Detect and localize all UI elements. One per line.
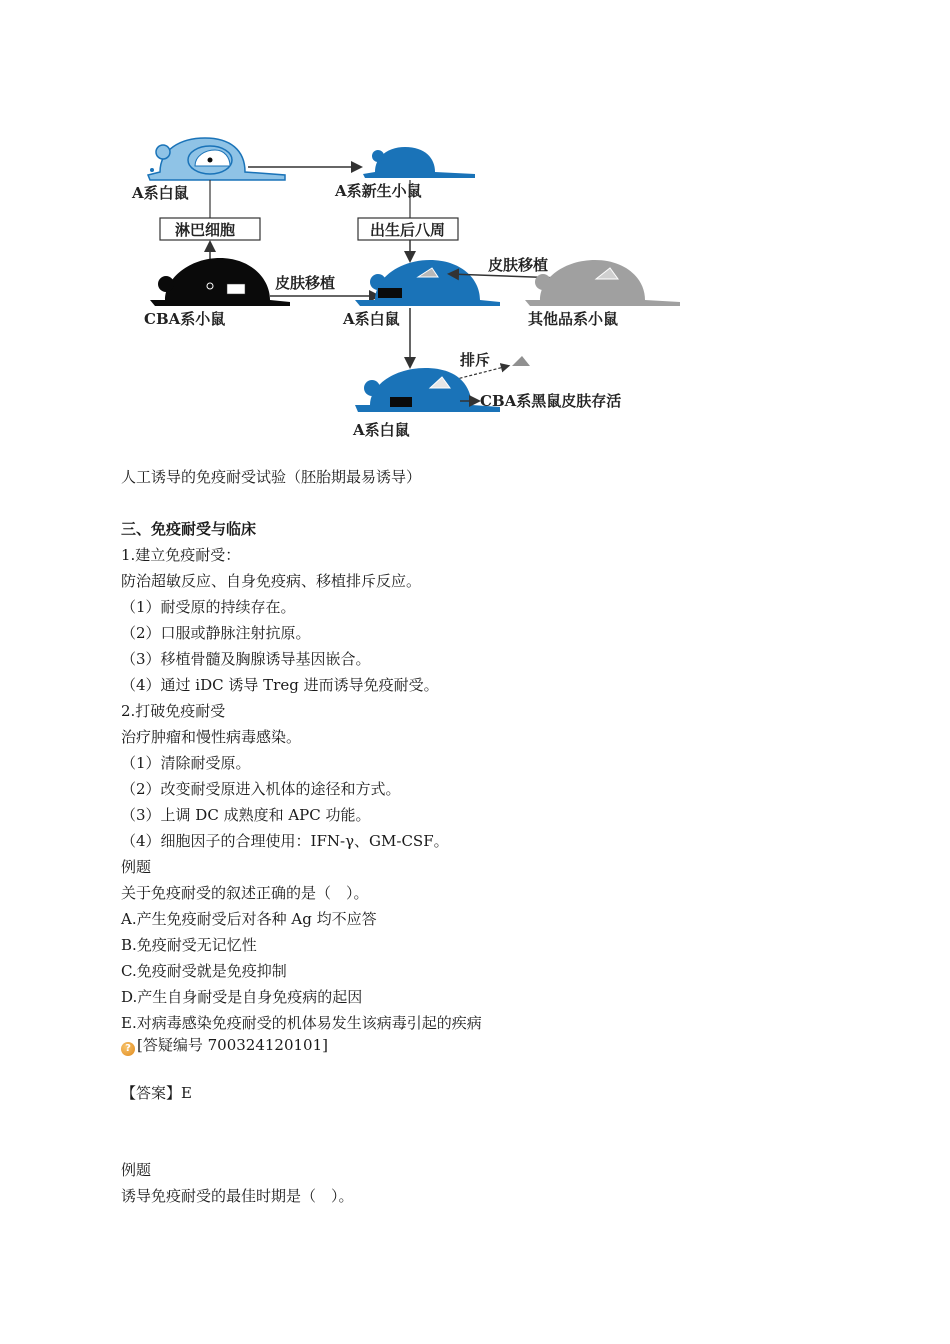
label-a-newborn: A系新生小鼠 bbox=[335, 182, 422, 200]
break-item: （3）上调 DC 成熟度和 APC 功能。 bbox=[121, 806, 371, 824]
label-reject: 排斥 bbox=[460, 351, 491, 369]
question-help-icon[interactable]: ? bbox=[121, 1042, 135, 1056]
rejected-skin bbox=[512, 356, 530, 366]
label-lymphocyte: 淋巴细胞 bbox=[175, 221, 236, 239]
establish-item: （3）移植骨髓及胸腺诱导基因嵌合。 bbox=[121, 650, 371, 668]
label-skin-graft-left: 皮肤移植 bbox=[275, 274, 336, 292]
immune-tolerance-diagram bbox=[120, 120, 700, 450]
option-c: C.免疫耐受就是免疫抑制 bbox=[121, 962, 287, 980]
label-a-mouse-top: A系白鼠 bbox=[132, 184, 189, 202]
break-purpose: 治疗肿瘤和慢性病毒感染。 bbox=[121, 728, 302, 746]
a-mouse-bottom bbox=[355, 368, 500, 412]
option-d: D.产生自身耐受是自身免疫病的起因 bbox=[121, 988, 363, 1006]
label-skin-graft-right: 皮肤移植 bbox=[488, 256, 549, 274]
qa-id-line[interactable] bbox=[121, 1035, 328, 1056]
example2-label: 例题 bbox=[121, 1161, 152, 1179]
break-item: （2）改变耐受原进入机体的途径和方式。 bbox=[121, 780, 401, 798]
break-item: （1）清除耐受原。 bbox=[121, 754, 251, 772]
example-question: 关于免疫耐受的叙述正确的是（ ）。 bbox=[121, 884, 369, 902]
a-newborn-mouse bbox=[363, 147, 475, 178]
establish-heading: 1.建立免疫耐受： bbox=[121, 546, 241, 564]
break-heading: 2.打破免疫耐受 bbox=[121, 702, 226, 720]
label-a-mouse-mid: A系白鼠 bbox=[343, 310, 400, 328]
establish-item: （4）通过 iDC 诱导 Treg 进而诱导免疫耐受。 bbox=[121, 676, 439, 694]
option-e: E.对病毒感染免疫耐受的机体易发生该病毒引起的疾病 bbox=[121, 1014, 482, 1032]
other-strain-mouse bbox=[525, 260, 680, 306]
option-b: B.免疫耐受无记忆性 bbox=[121, 936, 257, 954]
establish-item: （1）耐受原的持续存在。 bbox=[121, 598, 296, 616]
label-other-mouse: 其他品系小鼠 bbox=[528, 310, 619, 328]
qa-id: [答疑编号 700324120101] bbox=[137, 1036, 328, 1054]
option-a: A.产生免疫耐受后对各种 Ag 均不应答 bbox=[121, 910, 377, 928]
diagram-svg bbox=[120, 120, 700, 450]
break-item: （4）细胞因子的合理使用：IFN-γ、GM-CSF。 bbox=[121, 832, 449, 850]
label-a-mouse-bottom: A系白鼠 bbox=[353, 421, 410, 439]
label-cba-survive: CBA系黑鼠皮肤存活 bbox=[480, 392, 622, 410]
label-cba-mouse: CBA系小鼠 bbox=[144, 310, 226, 328]
answer: 【答案】E bbox=[121, 1084, 192, 1102]
label-eight-weeks: 出生后八周 bbox=[370, 221, 446, 239]
establish-purpose: 防治超敏反应、自身免疫病、移植排斥反应。 bbox=[121, 572, 422, 590]
section-title: 三、免疫耐受与临床 bbox=[121, 520, 257, 538]
a-mouse-pregnant bbox=[148, 138, 285, 180]
a-mouse-middle bbox=[355, 260, 500, 306]
establish-item: （2）口服或静脉注射抗原。 bbox=[121, 624, 311, 642]
diagram-caption: 人工诱导的免疫耐受试验（胚胎期最易诱导） bbox=[121, 468, 422, 486]
example2-question: 诱导免疫耐受的最佳时期是（ ）。 bbox=[121, 1187, 354, 1205]
cba-black-mouse bbox=[150, 258, 290, 306]
example-label: 例题 bbox=[121, 858, 152, 876]
